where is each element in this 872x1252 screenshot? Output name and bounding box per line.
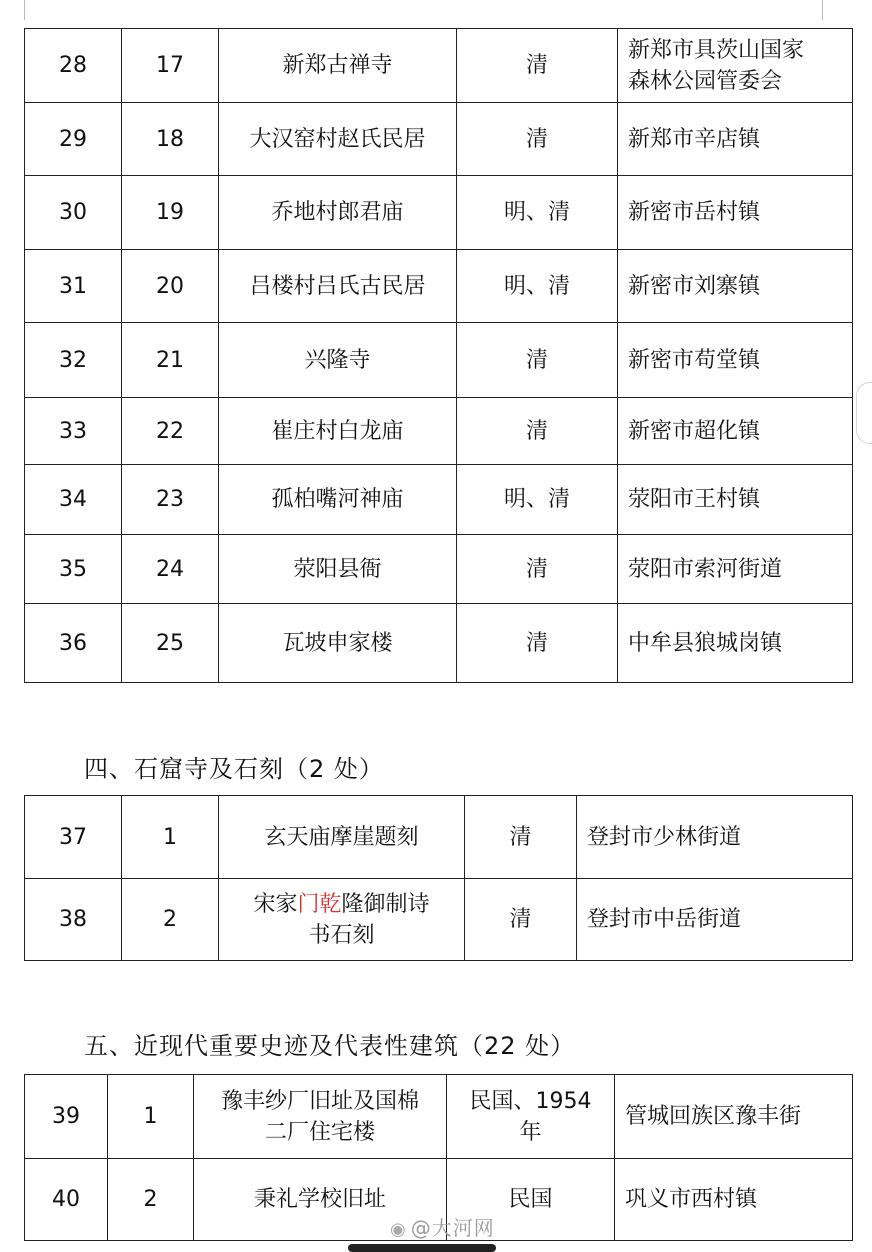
site-name: 吕楼村吕氏古民居 xyxy=(219,250,457,323)
location: 新密市刘寨镇 xyxy=(618,250,853,323)
row-number: 40 xyxy=(25,1159,108,1241)
era: 清 xyxy=(465,879,577,961)
location: 荥阳市王村镇 xyxy=(618,465,853,535)
side-drawer-handle[interactable] xyxy=(856,382,872,444)
table-row xyxy=(25,1075,853,1159)
table-row xyxy=(25,796,853,879)
site-name: 秉礼学校旧址 xyxy=(194,1159,447,1241)
watermark xyxy=(390,1215,495,1243)
table-row xyxy=(25,465,853,535)
right-edge-mark xyxy=(822,0,823,20)
sub-number: 2 xyxy=(108,1159,194,1241)
left-edge-mark xyxy=(24,0,25,20)
location: 新密市超化镇 xyxy=(618,398,853,465)
sub-number: 2 xyxy=(122,879,219,961)
row-number: 32 xyxy=(25,323,122,398)
location: 巩义市西村镇 xyxy=(615,1159,853,1241)
sub-number: 1 xyxy=(122,796,219,879)
era: 清 xyxy=(457,604,618,683)
sub-number: 20 xyxy=(122,250,219,323)
sub-number: 1 xyxy=(108,1075,194,1159)
row-number: 31 xyxy=(25,250,122,323)
location: 新郑市辛店镇 xyxy=(618,103,853,176)
section-heading-stone-carvings: 四、石窟寺及石刻（2 处） xyxy=(84,755,384,783)
table-row xyxy=(25,398,853,465)
era: 清 xyxy=(457,323,618,398)
location: 新密市岳村镇 xyxy=(618,176,853,250)
location: 中牟县狼城岗镇 xyxy=(618,604,853,683)
site-name: 孤柏嘴河神庙 xyxy=(219,465,457,535)
site-name: 大汉窑村赵氏民居 xyxy=(219,103,457,176)
row-number: 38 xyxy=(25,879,122,961)
sub-number: 23 xyxy=(122,465,219,535)
site-name-highlight: 门乾 xyxy=(297,891,342,917)
row-number: 35 xyxy=(25,535,122,604)
sub-number: 19 xyxy=(122,176,219,250)
table-row xyxy=(25,879,853,961)
watermark-text: @大河网 xyxy=(410,1216,495,1240)
table-row xyxy=(25,176,853,250)
sub-number: 24 xyxy=(122,535,219,604)
row-number: 29 xyxy=(25,103,122,176)
location: 登封市少林街道 xyxy=(577,796,853,879)
location: 新密市苟堂镇 xyxy=(618,323,853,398)
row-number: 37 xyxy=(25,796,122,879)
location: 荥阳市索河街道 xyxy=(618,535,853,604)
site-name xyxy=(219,879,465,961)
era: 清 xyxy=(457,103,618,176)
site-name: 荥阳县衙 xyxy=(219,535,457,604)
site-name-part: 隆御制诗 书石刻 xyxy=(308,891,430,948)
era: 民国 xyxy=(447,1159,615,1241)
row-number: 33 xyxy=(25,398,122,465)
row-number: 34 xyxy=(25,465,122,535)
site-name: 瓦坡申家楼 xyxy=(219,604,457,683)
site-name: 豫丰纱厂旧址及国棉 二厂住宅楼 xyxy=(194,1075,447,1159)
row-number: 28 xyxy=(25,29,122,103)
section-heading-modern-sites: 五、近现代重要史迹及代表性建筑（22 处） xyxy=(84,1032,576,1060)
sub-number: 17 xyxy=(122,29,219,103)
era: 清 xyxy=(457,535,618,604)
weibo-icon: ◉ xyxy=(390,1219,407,1240)
site-name-part: 宋家 xyxy=(253,891,298,917)
site-name: 兴隆寺 xyxy=(219,323,457,398)
table-row xyxy=(25,604,853,683)
table-row xyxy=(25,250,853,323)
row-number: 30 xyxy=(25,176,122,250)
table-row xyxy=(25,535,853,604)
era: 明、清 xyxy=(457,250,618,323)
location: 新郑市具茨山国家 森林公园管委会 xyxy=(618,29,853,103)
table-row xyxy=(25,103,853,176)
home-indicator[interactable] xyxy=(348,1244,496,1252)
site-name: 崔庄村白龙庙 xyxy=(219,398,457,465)
heritage-table-section3 xyxy=(24,28,853,683)
sub-number: 21 xyxy=(122,323,219,398)
heritage-table-section4 xyxy=(24,795,853,961)
sub-number: 22 xyxy=(122,398,219,465)
era: 民国、1954 年 xyxy=(447,1075,615,1159)
row-number: 36 xyxy=(25,604,122,683)
location: 管城回族区豫丰街 xyxy=(615,1075,853,1159)
era: 清 xyxy=(457,29,618,103)
site-name: 新郑古禅寺 xyxy=(219,29,457,103)
table-row xyxy=(25,29,853,103)
era: 清 xyxy=(465,796,577,879)
era: 明、清 xyxy=(457,465,618,535)
era: 清 xyxy=(457,398,618,465)
era: 明、清 xyxy=(457,176,618,250)
sub-number: 18 xyxy=(122,103,219,176)
table-row xyxy=(25,323,853,398)
site-name: 乔地村郎君庙 xyxy=(219,176,457,250)
sub-number: 25 xyxy=(122,604,219,683)
row-number: 39 xyxy=(25,1075,108,1159)
location: 登封市中岳街道 xyxy=(577,879,853,961)
site-name: 玄天庙摩崖题刻 xyxy=(219,796,465,879)
